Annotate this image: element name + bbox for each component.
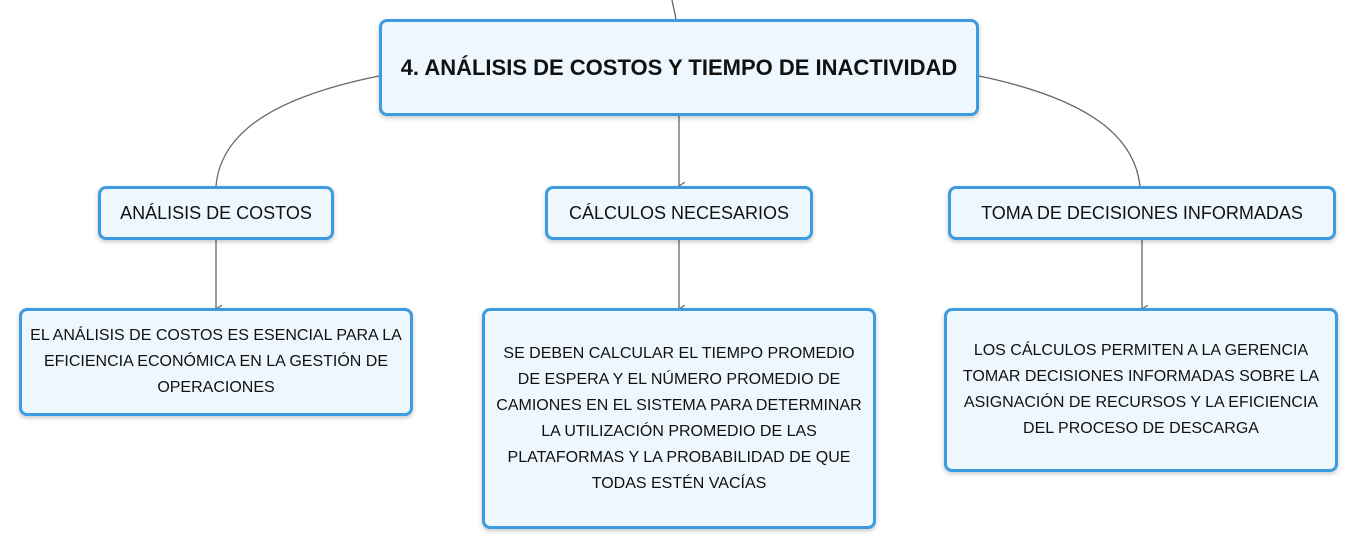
subtopic-node-analisis-costos[interactable] — [98, 186, 334, 240]
detail-text: EL ANÁLISIS DE COSTOS ES ESENCIAL PARA LA EFICIENCIA ECONÓMICA EN LA GESTIÓN DE OPERACIONES — [30, 327, 402, 396]
parent-connector — [672, 0, 676, 19]
main-topic-label: 4. ANÁLISIS DE COSTOS Y TIEMPO DE INACTIVIDAD — [400, 54, 958, 80]
connector-main-to-costos — [216, 76, 379, 186]
connector-main-to-decisiones — [979, 76, 1140, 186]
subtopic-label: ANÁLISIS DE COSTOS — [120, 202, 312, 223]
detail-node-calculos-necesarios[interactable] — [482, 308, 876, 529]
main-topic-node[interactable] — [379, 19, 979, 116]
detail-text: SE DEBEN CALCULAR EL TIEMPO PROMEDIO DE ESPERA Y EL NÚMERO PROMEDIO DE CAMIONES EN EL SISTEMA PARA DETERMINAR LA UTILIZACIÓN PROMEDIO DE LAS PLATAFORMAS Y LA PROBABILIDAD DE QUE TODAS ESTÉN VACÍAS — [496, 344, 862, 492]
detail-node-analisis-costos[interactable] — [19, 308, 413, 416]
detail-text: LOS CÁLCULOS PERMITEN A LA GERENCIA TOMAR DECISIONES INFORMADAS SOBRE LA ASIGNACIÓN DE RECURSOS Y LA EFICIENCIA DEL PROCESO DE DESCARGA — [962, 342, 1320, 437]
detail-node-toma-decisiones[interactable] — [944, 308, 1338, 472]
subtopic-label: TOMA DE DECISIONES INFORMADAS — [981, 202, 1303, 223]
subtopic-node-toma-decisiones[interactable] — [948, 186, 1336, 240]
subtopic-node-calculos-necesarios[interactable] — [545, 186, 813, 240]
subtopic-label: CÁLCULOS NECESARIOS — [568, 202, 790, 223]
